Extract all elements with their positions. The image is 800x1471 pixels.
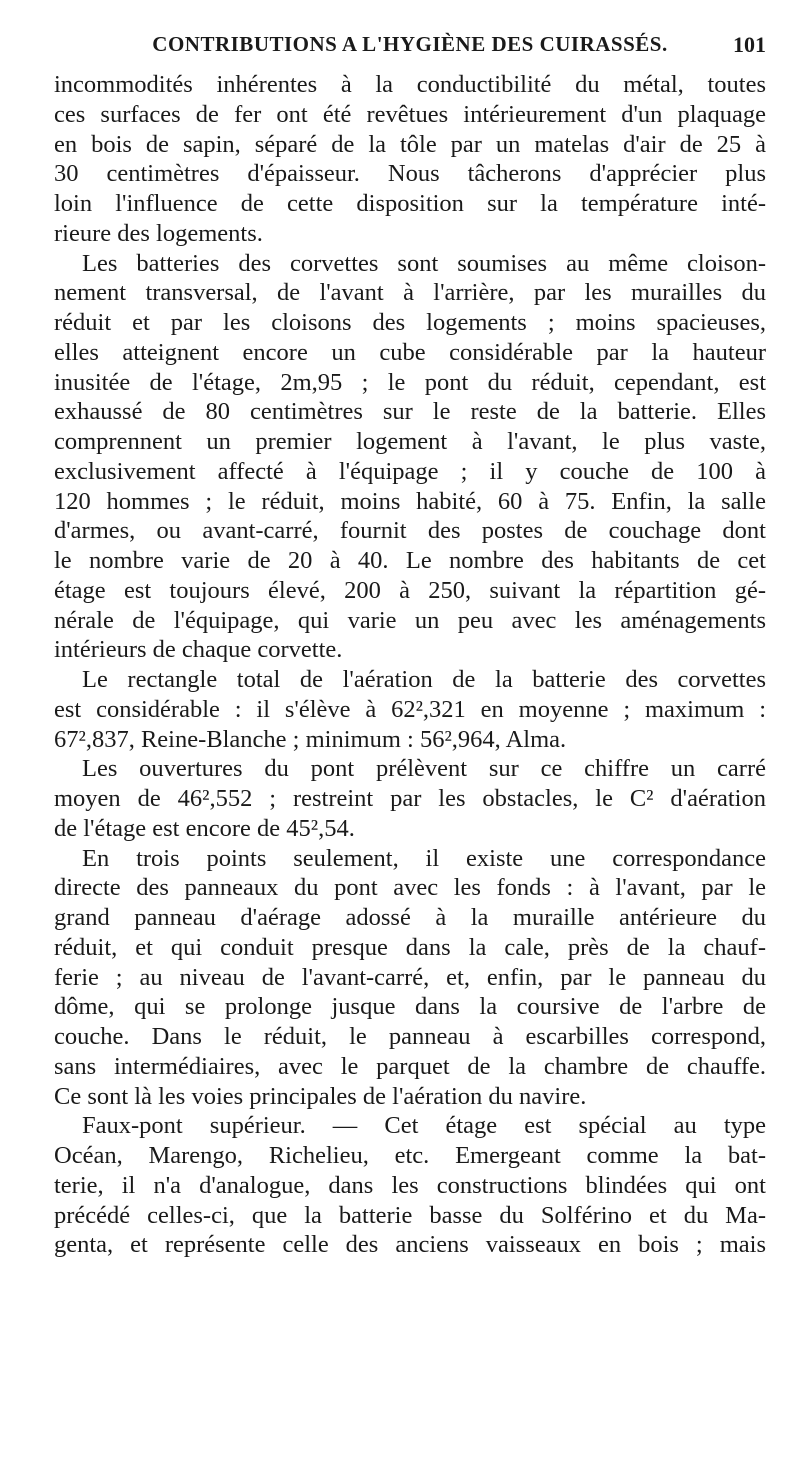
text-line: Les ouvertures du pont prélèvent sur ce chiffre un carré	[82, 755, 766, 783]
text-line: loin l'influence de cette disposition sur la température inté-	[54, 190, 766, 217]
text-line: inusitée de l'étage, 2m,95 ; le pont du réduit, cependant, est	[54, 368, 766, 396]
text-line: étage est toujours élevé, 200 à 250, suivant la répartition gé-	[54, 576, 766, 604]
text-line: couche. Dans le réduit, le panneau à escarbilles correspond,	[54, 1023, 766, 1050]
text-line: en bois de sapin, séparé de la tôle par un matelas d'air de 25 à	[54, 130, 766, 158]
text-line: dôme, qui se prolonge jusque dans la coursive de l'arbre de	[54, 993, 766, 1021]
text-line: terie, il n'a d'analogue, dans les constructions blindées qui ont	[54, 1171, 766, 1199]
text-line: moyen de 46²,552 ; restreint par les obstacles, le C² d'aération	[54, 785, 766, 812]
text-line: nérale de l'équipage, qui varie un peu avec les aménagements	[54, 606, 766, 634]
text-line: de l'étage est encore de 45²,54.	[54, 814, 355, 842]
text-line: sans intermédiaires, avec le parquet de la chambre de chauffe.	[54, 1052, 766, 1080]
text-line: elles atteignent encore un cube considérable par la hauteur	[54, 338, 766, 366]
text-line: grand panneau d'aérage adossé à la muraille antérieure du	[54, 904, 766, 931]
text-line: intérieurs de chaque corvette.	[54, 636, 343, 664]
text-line: est considérable : il s'élève à 62²,321 en moyenne ; maximum :	[54, 695, 766, 723]
text-line: comprennent un premier logement à l'avant, le plus vaste,	[54, 428, 766, 455]
text-line: rieure des logements.	[54, 219, 263, 247]
text-line: En trois points seulement, il existe une correspondance	[82, 844, 766, 872]
text-line: réduit, et qui conduit presque dans la cale, près de la chauf-	[54, 933, 766, 961]
text-line: ces surfaces de fer ont été revêtues intérieurement d'un plaquage	[54, 100, 766, 128]
text-line: 67²,837, Reine-Blanche ; minimum : 56²,964, Alma.	[54, 725, 567, 753]
text-line: exhaussé de 80 centimètres sur le reste de la batterie. Elles	[54, 398, 766, 426]
text-line: 30 centimètres d'épaisseur. Nous tâcherons d'apprécier plus	[54, 160, 766, 188]
running-title: CONTRIBUTIONS A L'HYGIÈNE DES CUIRASSÉS.	[152, 32, 668, 56]
text-line: nement transversal, de l'avant à l'arrière, par les murailles du	[54, 279, 766, 307]
body-text	[54, 70, 766, 1260]
text-line: d'armes, ou avant-carré, fournit des postes de couchage dont	[54, 517, 766, 545]
text-line: directe des panneaux du pont avec les fonds : à l'avant, par le	[54, 874, 766, 902]
text-line: Le rectangle total de l'aération de la batterie des corvettes	[82, 666, 766, 693]
text-line: incommodités inhérentes à la conductibilité du métal, toutes	[54, 71, 766, 98]
running-head	[54, 20, 766, 60]
text-line: Océan, Marengo, Richelieu, etc. Emergeant comme la bat-	[54, 1142, 766, 1169]
text-line: exclusivement affecté à l'équipage ; il y couche de 100 à	[54, 457, 766, 485]
text-line: ferie ; au niveau de l'avant-carré, et, enfin, par le panneau du	[54, 963, 766, 991]
text-line: précédé celles-ci, que la batterie basse du Solférino et du Ma-	[54, 1201, 766, 1229]
text-line: genta, et représente celle des anciens vaisseaux en bois ; mais	[54, 1231, 766, 1259]
text-line: Ce sont là les voies principales de l'aération du navire.	[54, 1082, 587, 1110]
text-line: le nombre varie de 20 à 40. Le nombre des habitants de cet	[54, 547, 766, 574]
text-line: 120 hommes ; le réduit, moins habité, 60 à 75. Enfin, la salle	[54, 487, 766, 515]
text-line: Les batteries des corvettes sont soumises au même cloison-	[82, 249, 766, 277]
page-number: 101	[733, 32, 766, 57]
text-line: Faux-pont supérieur. — Cet étage est spécial au type	[82, 1112, 766, 1140]
text-line: réduit et par les cloisons des logements ; moins spacieuses,	[54, 309, 766, 336]
